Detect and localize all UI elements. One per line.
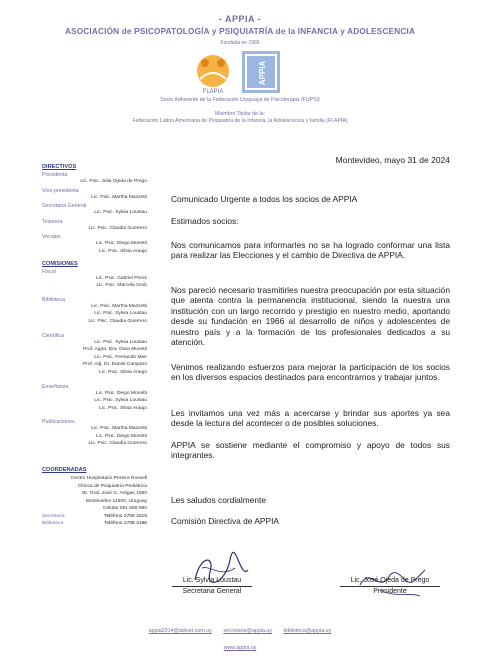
letter-signoff: Comisión Directiva de APPIA	[171, 516, 279, 526]
coordenadas-line: Celular 091 659 990	[102, 506, 147, 512]
comisiones-list	[42, 269, 147, 454]
coordenadas-title: COORDENADAS	[42, 467, 87, 474]
letter-greeting: Estimados socios:	[171, 216, 239, 226]
appia-logo	[240, 49, 282, 95]
sidebar-member-name: Lic. Psic. Martha Mazzetti	[91, 194, 147, 200]
svg-text:FLAPIA: FLAPIA	[202, 89, 224, 95]
sidebar-member-name: Lic. Psic. Silvia Araujo	[99, 248, 147, 254]
coordenadas-line: Clínica de Psiquiatría Pediátrica	[77, 483, 147, 489]
sidebar-category: Vocales	[42, 234, 61, 241]
sidebar-member-name: Lic. Psic. Claudia Guerrero	[88, 225, 147, 231]
coordenadas-line: Centro Hospitalario Pereira Rossell	[70, 476, 147, 482]
biblioteca-phone: Teléfono 2708 4196	[104, 521, 147, 527]
signature-left-name: Lic. Sylvia Loustau	[182, 577, 242, 584]
letter-closing: Les saludos cordialmente	[171, 495, 266, 505]
letter-paragraph-2: Nos pareció necesario trasmitirles nuestra preocupación por esta situación que atenta contra la permanencia institucional, siendo la nuestra una institución con un largo recorrido y prestigio en nuestro medio, aportando desde su fundación en 1966 al desarrollo de niños y adolescentes de nuestro país y a la formación de los profesionales dedicados a su atención.	[171, 285, 450, 348]
sidebar-category: Tesorera	[42, 218, 63, 225]
sidebar-member-name: Lic. Psic. Martha Mazzetti	[91, 303, 147, 309]
secretaria-phone: Teléfono 2709 3219	[104, 514, 147, 520]
sidebar-category: Enseñanza	[42, 383, 69, 390]
letter-paragraph-1: Nos comunicamos para informarles no se ha logrado conformar una lista para realizar las Elecciones y el cambio de Directiva de APPIA.	[171, 240, 450, 261]
directivos-title: DIRECTIVOS	[42, 164, 77, 170]
sidebar-member-name: Lic. Psic. Martha Mazzetti	[91, 426, 147, 432]
fupsi-line: Socio Adherente de la Federación Uruguaya de Psicoterapia (FUPSI)	[160, 97, 320, 103]
letter-paragraph-5: APPIA se sostiene mediante el compromiso y apoyo de todos sus integrantes.	[171, 440, 450, 461]
sidebar-category: Científica	[42, 332, 65, 339]
member-line: Miembro Titular de la:	[215, 111, 265, 117]
signature-left-role: Secretaria General	[182, 588, 242, 595]
footer-contacts	[0, 628, 480, 634]
directivos-list	[42, 172, 147, 256]
sidebar-member-name: Lic. Psic. Julia Ojeda de Prego	[80, 179, 147, 184]
sidebar-category: Vice-presidenta	[42, 187, 79, 194]
sidebar-member-name: Lic. Psic. Diego Monetti	[95, 390, 147, 396]
email-link-biblioteca[interactable]: biblioteca@appia.uy	[283, 628, 332, 634]
biblioteca-label: Biblioteca	[42, 521, 64, 527]
letter-date: Montevideo, mayo 31 de 2024	[335, 155, 450, 165]
sidebar-member-name: Lic. Psic. Sylvia Loustau	[94, 311, 147, 317]
signature-right-name: Lic. José Ojeda de Prego	[350, 577, 430, 584]
secretaria-label: Secretaría	[42, 514, 65, 520]
flapia-logo	[190, 49, 236, 95]
sidebar-member-name: Prof. Adj. Dr. Daniel Camparo	[82, 362, 147, 368]
org-name: ASOCIACIÓN de PSICOPATOLOGÍA y PSIQUIATRÍA de la INFANCIA y ADOLESCENCIA	[64, 27, 416, 36]
sidebar-member-name: Lic. Psic. Diego Monetti	[95, 433, 147, 439]
signature-right-role: Presidente	[373, 588, 407, 595]
comisiones-title: COMISIONES	[42, 260, 78, 267]
founded-line: Fundada en 1966	[220, 40, 260, 46]
svg-text:APPIA: APPIA	[258, 60, 267, 86]
sidebar-category: Biblioteca	[42, 296, 65, 303]
coordenadas-line: Montevideo 11600, Uruguay	[85, 498, 147, 504]
sidebar-category: Fiscal	[42, 268, 56, 275]
sidebar	[42, 164, 147, 528]
letter-paragraph-4: Les invitamos una vez más a acercarse y brindar sus aportes ya sea desde la lectura del acontecer o de posibles soluciones.	[171, 408, 450, 429]
email-link-appia2014[interactable]: appia2014@adinet.com.uy	[148, 628, 212, 634]
sidebar-category: Publicaciones	[42, 419, 75, 426]
org-acronym: - APPIA -	[218, 14, 262, 24]
sidebar-member-name: Lic. Psic. Fernando Mier	[94, 354, 147, 360]
coordenadas-list	[42, 475, 147, 513]
coordenadas-line: Br. Gral. José G. Artigas 1590	[82, 491, 147, 497]
signature-left-icon	[190, 550, 250, 590]
sidebar-member-name: Lic. Psic. Marcela Grub	[96, 283, 147, 289]
letter-paragraph-3: Venimos realizando esfuerzos para mejorar la participación de los socios en los diversos espacios destinados para encontrarnos y trabajar juntos.	[171, 362, 450, 383]
sidebar-category: Presidenta	[42, 172, 68, 178]
sidebar-member-name: Lic. Psic. Sylvia Loustau	[94, 210, 147, 216]
sidebar-member-name: Lic. Psic. Gabriel Perez	[96, 275, 147, 281]
sidebar-member-name: Lic. Psic. Sylvia Loustau	[94, 398, 147, 404]
sidebar-category: Secretaria General	[42, 203, 87, 210]
email-link-secretaria[interactable]: secretaria@appia.uy	[223, 628, 272, 634]
sidebar-member-name: Lic. Psic. Claudia Guerrero	[88, 318, 147, 324]
sidebar-member-name: Lic. Psic. Silvia Araujo	[99, 369, 147, 375]
flapia-line: Federación Latino Americana de Psiquiatría de la Infancia, la Adolescencia y familia (FLAPIA)	[132, 118, 348, 124]
sidebar-member-name: Lic. Psic. Silvia Araujo	[99, 405, 147, 411]
sidebar-member-name: Lic. Psic. Diego Monetti	[95, 241, 147, 247]
sidebar-member-name: Lic. Psic. Claudia Guerrero	[88, 441, 147, 447]
sidebar-member-name: Prof. Agda. Dra. Dora Musetti	[83, 347, 147, 353]
sidebar-member-name: Lic. Psic. Sylvia Loustau	[94, 339, 147, 345]
letter-subject: Comunicado Urgente a todos los socios de APPIA	[171, 194, 358, 204]
website-link[interactable]: www.appia.uy	[223, 645, 257, 651]
